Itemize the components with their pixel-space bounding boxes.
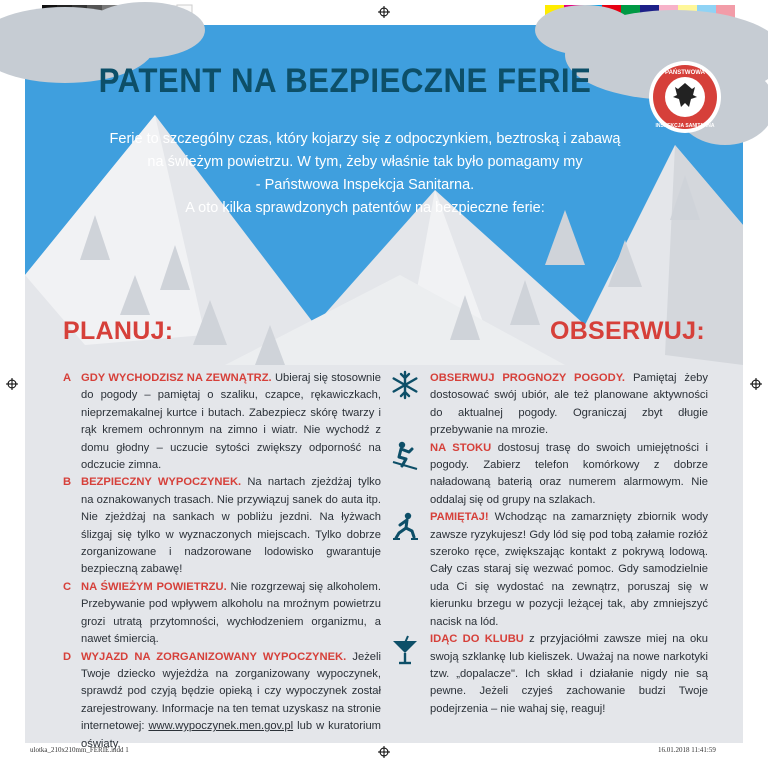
item-text: z przyjaciółmi zawsze miej na oku swoją szklankę lub kieliszek. Uważaj na nowe narkotyki tzw. „dopalacze". Ich skład i działanie nigdy nie są pewne. Jeżeli czyjeś zachowanie budzi Twoje podejrzenia – nie wahaj się, reaguj! — [430, 633, 708, 715]
intro-line: - Państwowa Inspekcja Sanitarna. — [255, 177, 475, 193]
item-lead: PAMIĘTAJ! — [430, 511, 489, 524]
item-lead: WYJAZD NA ZORGANIZOWANY WYPOCZYNEK. — [81, 650, 347, 663]
item-lead: IDĄC DO KLUBU — [430, 633, 524, 646]
intro-line: Ferie to szczególny czas, który kojarzy się z odpoczynkiem, beztroską i zabawą — [109, 131, 621, 147]
item-lead: OBSERWUJ PROGNOZY POGODY. — [430, 372, 626, 384]
item-text: dostosuj trasę do swoich umiejętności i pogody. Zabierz telefon komórkowy z dobrze naładowaną baterią oraz numerem alarmowym. Nie oddalaj się od grupy na szlakach. — [430, 441, 709, 506]
obserwuj-column — [430, 370, 708, 718]
planuj-item-d — [63, 649, 381, 753]
skier-icon — [390, 440, 420, 470]
item-text: Wchodząc na zamarznięty zbiornik wody zawsze ryzykujesz! Gdy lód się pod tobą załamie rozłóż szeroko ręce, zwiększając kontakt z pokrywą lodową. Cały czas staraj się wezwać pomoc. Gdy samodzielnie uda Ci się wydostać na zewnątrz, poruszaj się w kierunku brzegu w pozycji leżącej tak, aby zmniejszyć nacisk na lód. — [430, 511, 708, 628]
planuj-heading: PLANUJ: — [63, 317, 174, 345]
ice-skater-icon — [390, 511, 420, 541]
snowflake-icon — [390, 370, 420, 400]
item-letter: A — [63, 372, 72, 384]
obserwuj-item-ice — [430, 509, 708, 631]
wypoczynek-link[interactable]: www.wypoczynek.men.gov.pl — [148, 720, 294, 733]
item-text: Na nartach zjeżdżaj tylko na oznakowanych trasach. Nie przywiązuj sanek do auta itp. Nie zjeżdżaj na sankach w pobliżu jezdni. Na łyżwach ślizgaj się tylko w wyznaczonych miejscach. Tylko dobrze zorganizowane i nadzorowane lodowisko gwarantuje bezpieczną zabawę! — [81, 476, 381, 576]
item-text-tail: lub w kuratorium oświaty. — [81, 720, 381, 750]
item-text: Pamiętaj żeby dostosować swój ubiór, ale też planowane aktywności do aktualnej pogody. Ograniczaj zbyt długie przebywanie na mrozie. — [430, 372, 708, 437]
badge-label-bottom: INSPEKCJA SANITARNA — [655, 123, 715, 129]
intro-text — [95, 128, 635, 220]
cocktail-glass-icon — [390, 635, 420, 665]
registration-mark-top — [378, 6, 390, 18]
page-title: PATENT NA BEZPIECZNE FERIE — [98, 62, 592, 100]
obserwuj-heading: OBSERWUJ: — [549, 317, 705, 345]
item-text: Jeżeli Twoje dziecko wyjeżdża na zorganizowany wypoczynek, sprawdź pod czyją będzie opieką i czy wypoczynek został zarejestrowany. Informacje na ten temat uzyskasz na stronie internetowej: — [81, 650, 381, 733]
item-lead: GDY WYCHODZISZ NA ZEWNĄTRZ. — [81, 372, 272, 384]
badge-label-top: PAŃSTWOWA — [665, 70, 705, 76]
planuj-item-b — [63, 474, 381, 578]
intro-line: A oto kilka sprawdzonych patentów na bezpieczne ferie: — [185, 200, 545, 216]
item-letter: D — [63, 650, 72, 663]
obserwuj-item-slope — [430, 440, 708, 510]
planuj-item-a — [63, 370, 381, 474]
item-lead: NA ŚWIEŻYM POWIETRZU. — [81, 580, 227, 593]
footer-timestamp: 16.01.2018 11:41:59 — [658, 746, 716, 754]
intro-line: na świeżym powietrzu. W tym, żeby właśnie tak było pomagamy my — [147, 154, 583, 170]
obserwuj-item-club — [430, 631, 708, 718]
item-text: Ubieraj się stosownie do pogody – pamiętaj o szaliku, czapce, rękawiczkach, nieprzemakalnej kurtce i butach. Zabezpiecz skórę twarzy i rąk kremem ochronnym na zimno i wiatr. Nie wychodź z domu głodny – uczucie sytości zwiększy odporność na odczucie zimna. — [81, 372, 381, 472]
item-lead: BEZPIECZNY WYPOCZYNEK. — [81, 476, 242, 489]
item-text: Nie rozgrzewaj się alkoholem. Przebywanie pod wpływem alkoholu na mroźnym powietrzu grozi utratą przytomności, wychłodzeniem organizmu, a nawet śmiercią. — [81, 580, 381, 646]
item-lead: NA STOKU — [430, 441, 492, 454]
item-letter: C — [63, 580, 72, 593]
sanitary-inspection-badge — [647, 59, 723, 135]
planuj-item-c — [63, 579, 381, 649]
obserwuj-item-weather — [430, 370, 708, 440]
item-letter: B — [63, 476, 72, 489]
registration-mark-right — [750, 378, 762, 390]
registration-mark-left — [6, 378, 18, 390]
planuj-column — [63, 370, 381, 753]
footer-filename: ulotka_210x210mm_FERIE.indd 1 — [30, 746, 129, 754]
